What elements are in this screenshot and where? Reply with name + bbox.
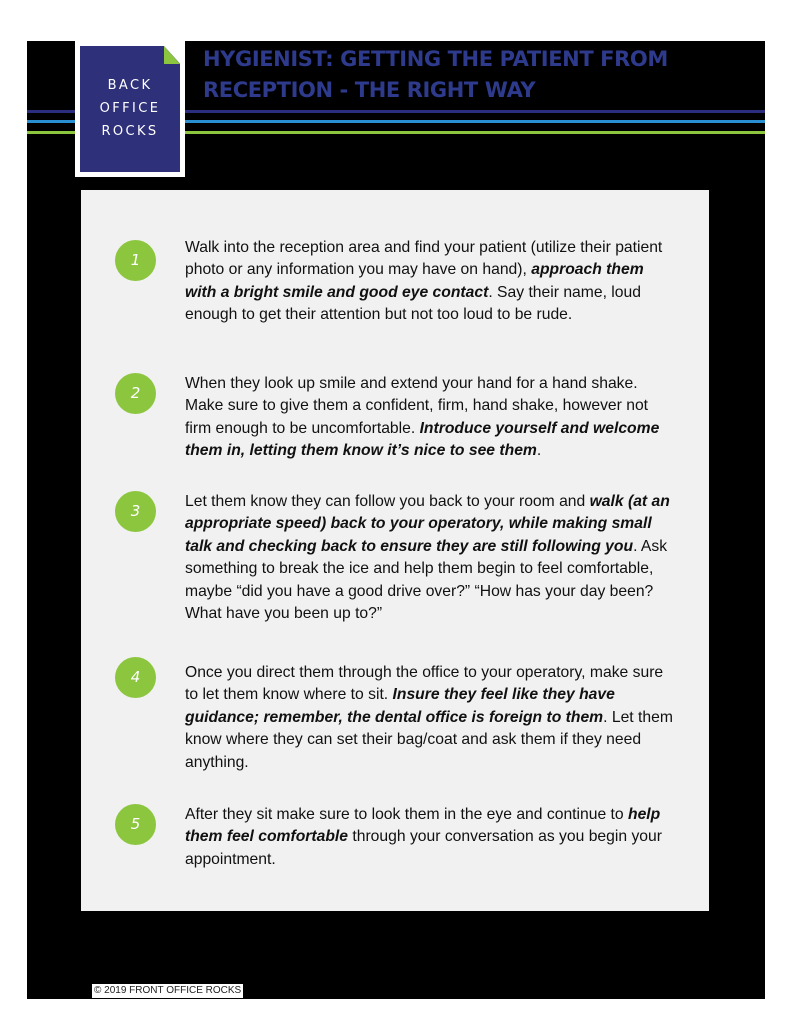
step-text [185, 237, 677, 327]
step-text-part: Let them know they can follow you back to your room and [185, 493, 590, 510]
step-emphasis: Introduce yourself and welcome them in, letting them know it’s nice to see them [185, 419, 660, 460]
step-text-part: Walk into the reception area and find your patient (utilize their patient photo or any information you may have on hand), [185, 239, 663, 279]
step-emphasis: approach them with a bright smile and good eye contact [185, 261, 644, 301]
step-text-part: After they sit make sure to look them in the eye and continue to [185, 806, 628, 823]
steps-panel [81, 190, 709, 911]
step-number-badge: 1 [115, 240, 156, 281]
logo-line: ROCKS [101, 124, 159, 139]
step-number-badge: 3 [115, 491, 156, 532]
step-text-part: . Ask something to break the ice and help them begin to feel comfortable, maybe “did you have a good drive over?” “How has your day been? What have you been up to?” [185, 537, 668, 623]
logo-text [80, 74, 180, 143]
step-text-part: When they look up smile and extend your hand for a hand shake. Make sure to give them a confident, firm, hand shake, however not firm enough to be uncomfortable. [185, 375, 649, 437]
step-text-part: . Let them know where they can set their bag/coat and ask them if they need anything. [185, 708, 673, 771]
step-number-badge: 2 [115, 373, 156, 414]
step-number-badge: 5 [115, 804, 156, 845]
step-text [185, 662, 677, 774]
logo-line: BACK [107, 78, 153, 93]
page-title [203, 44, 723, 106]
step-text [185, 373, 677, 463]
step-text-part: . [536, 442, 542, 460]
step-emphasis: help them feel comfortable [185, 806, 661, 846]
title-line: HYGIENIST: GETTING THE PATIENT FROM [203, 47, 668, 71]
logo-line: OFFICE [99, 101, 161, 116]
step-emphasis: walk (at an appropriate speed) back to your operatory, while making small talk and checking back to ensure they are still following you [185, 493, 670, 555]
brand-logo [75, 41, 185, 177]
step-text-part: . Say their name, loud enough to get their attention but not too loud to be rude. [185, 283, 641, 324]
step-number-badge: 4 [115, 657, 156, 698]
step-text [185, 804, 677, 871]
step-text-part: Once you direct them through the office to your operatory, make sure to let them know where to sit. [185, 664, 664, 704]
step-text [185, 491, 677, 625]
copyright-footer: © 2019 FRONT OFFICE ROCKS [94, 985, 242, 996]
step-emphasis: Insure they feel like they have guidance; remember, the dental office is foreign to them [185, 686, 615, 726]
step-text-part: through your conversation as you begin your appointment. [185, 828, 662, 868]
title-line: RECEPTION - THE RIGHT WAY [203, 78, 536, 102]
